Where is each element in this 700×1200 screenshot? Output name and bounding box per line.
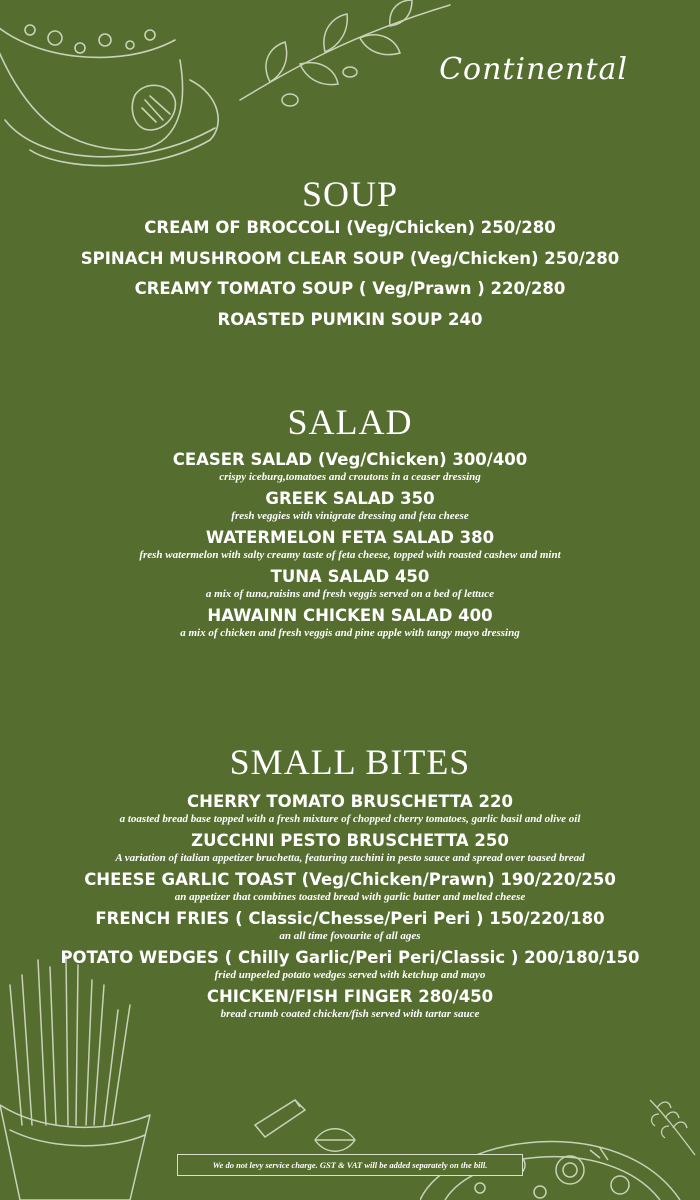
olive-branch-icon bbox=[230, 0, 460, 110]
menu-item-description: fried unpeeled potato wedges served with ketchup and mayo bbox=[214, 969, 486, 981]
menu-item-description: bread crumb coated chicken/fish served with tartar sauce bbox=[220, 1008, 480, 1020]
menu-item-description: a toasted bread base topped with a fresh mixture of chopped cherry tomatoes, garlic basil and olive oil bbox=[119, 813, 581, 825]
menu-item-title: GREEK SALAD 350 bbox=[265, 489, 435, 508]
menu-item-description: an appetizer that combines toasted bread with garlic butter and melted cheese bbox=[174, 891, 526, 903]
menu-item-title: TUNA SALAD 450 bbox=[270, 567, 430, 586]
menu-item-title: HAWAINN CHICKEN SALAD 400 bbox=[207, 606, 493, 625]
section-heading: SOUP bbox=[301, 174, 399, 214]
menu-item-title: ROASTED PUMKIN SOUP 240 bbox=[217, 309, 483, 329]
soup-bowl-icon bbox=[0, 0, 240, 170]
menu-item-description: fresh veggies with vinigrate dressing and feta cheese bbox=[231, 510, 469, 522]
section-soup bbox=[0, 174, 700, 335]
menu-item-title: WATERMELON FETA SALAD 380 bbox=[205, 528, 495, 547]
menu-item-title: ZUCCHNI PESTO BRUSCHETTA 250 bbox=[191, 831, 509, 850]
menu-item-description: A variation of italian appetizer bruchetta, featuring zuchini in pesto sauce and spread over toased bread bbox=[115, 852, 585, 864]
menu-item-description: crispy iceburg,tomatoes and croutons in a ceaser dressing bbox=[219, 471, 481, 483]
menu-item-description: a mix of tuna,raisins and fresh veggis served on a bed of lettuce bbox=[205, 588, 495, 600]
section-salad bbox=[0, 402, 700, 645]
menu-item-title: FRENCH FRIES ( Classic/Chesse/Peri Peri ) 150/220/180 bbox=[95, 909, 605, 928]
menu-item-title: SPINACH MUSHROOM CLEAR SOUP (Veg/Chicken) 250/280 bbox=[80, 248, 620, 268]
menu-item-title: CREAMY TOMATO SOUP ( Veg/Prawn ) 220/280 bbox=[134, 279, 566, 298]
cuisine-title: Continental bbox=[439, 52, 628, 87]
service-charge-notice: We do not levy service charge. GST & VAT will be added separately on the bill. bbox=[177, 1154, 523, 1176]
menu-item-title: POTATO WEDGES ( Chilly Garlic/Peri Peri/Classic ) 200/180/150 bbox=[60, 948, 640, 967]
section-heading: SMALL BITES bbox=[229, 742, 471, 782]
menu-item-description: an all time fovourite of all ages bbox=[279, 930, 421, 942]
section-small-bites bbox=[0, 742, 700, 1026]
menu-item-title: CHICKEN/FISH FINGER 280/450 bbox=[206, 987, 494, 1006]
menu-item-title: CHEESE GARLIC TOAST (Veg/Chicken/Prawn) 190/220/250 bbox=[84, 870, 616, 889]
section-heading: SALAD bbox=[287, 402, 413, 442]
herb-sprig-icon bbox=[645, 1090, 700, 1160]
menu-item-title: CHERRY TOMATO BRUSCHETTA 220 bbox=[187, 792, 513, 811]
menu-item-description: fresh watermelon with salty creamy taste of feta cheese, topped with roasted cashew and mint bbox=[139, 549, 561, 561]
menu-item-description: a mix of chicken and fresh veggis and pine apple with tangy mayo dressing bbox=[180, 627, 520, 639]
fry-stick-icon bbox=[250, 1095, 310, 1140]
menu-item-title: CREAM OF BROCCOLI (Veg/Chicken) 250/280 bbox=[144, 218, 556, 237]
menu-item-title: CEASER SALAD (Veg/Chicken) 300/400 bbox=[172, 450, 528, 469]
